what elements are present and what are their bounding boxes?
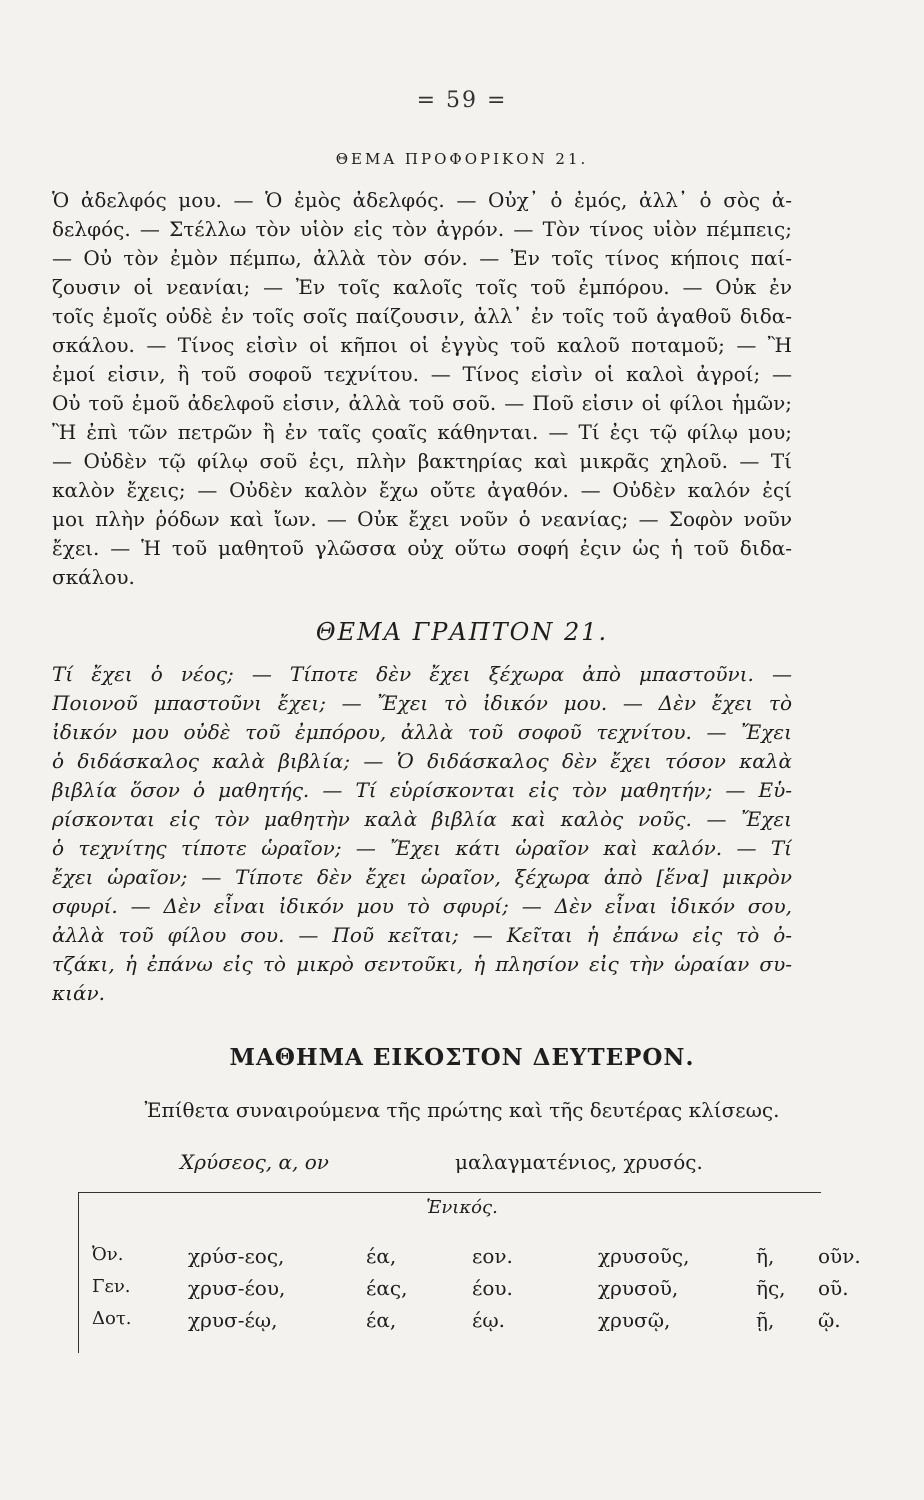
feminine-ending: έας, — [366, 1276, 408, 1300]
contracted-feminine: ῆ, — [756, 1244, 775, 1268]
text-line: ἰδικόν μου οὐδὲ τοῦ ἐμπόρου, ἀλλὰ τοῦ σοφοῦ τεχνίτου. — Ἔχει — [52, 720, 792, 744]
text-line: ἐμοί εἰσιν, ἢ τοῦ σοφοῦ τεχνίτου. — Τίνος εἰσὶν οἱ καλοὶ ἀγροί; — — [52, 362, 792, 386]
contracted-form: χρυσοῦς, — [598, 1244, 690, 1268]
text-line: τζάκι, ἡ ἐπάνω εἰς τὸ μικρὸ σεντοῦκι, ἡ πλησίον εἰς τὴν ὡραίαν συ- — [52, 952, 792, 976]
text-line: ζουσιν οἱ νεανίαι; — Ἐν τοῖς καλοῖς τοῖς τοῦ ἐμπόρου. — Οὐκ ἐν — [52, 275, 792, 299]
page-number: = 59 = — [416, 88, 508, 113]
table-row — [0, 1244, 924, 1274]
neuter-ending: έῳ. — [472, 1308, 506, 1332]
text-line: ρίσκονται εἰς τὸν μαθητὴν καλὰ βιβλία καὶ καλὸς νοῦς. — Ἔχει — [52, 807, 792, 831]
contracted-neuter: ῷ. — [818, 1308, 841, 1332]
example-translation: μαλαγματένιος, χρυσός. — [455, 1150, 703, 1174]
text-line: — Οὐδὲν τῷ φίλῳ σοῦ ἐςι, πλὴν βακτηρίας καὶ μικρᾶς χηλοῦ. — Τί — [52, 449, 792, 473]
contracted-feminine: ῆς, — [756, 1276, 786, 1300]
neuter-ending: εον. — [472, 1244, 513, 1268]
oral-exercise-title: ΘΕΜΑ ΠΡΟΦΟΡΙΚΟΝ 21. — [335, 150, 589, 168]
text-line: — Οὐ τὸν ἐμὸν πέμπω, ἀλλὰ τὸν σόν. — Ἐν τοῖς τίνος κήποις παί- — [52, 246, 792, 270]
uncontracted-form: χρυσ-έῳ, — [188, 1308, 278, 1332]
text-line: Ὁ ἀδελφός μου. — Ὁ ἐμὸς ἀδελφός. — Οὐχ᾽ ὁ ἐμός, ἀλλ᾽ ὁ σὸς ἀ- — [52, 188, 792, 212]
contracted-form: χρυσοῦ, — [598, 1276, 679, 1300]
text-line: ἀλλὰ τοῦ φίλου σου. — Ποῦ κεῖται; — Κεῖται ἡ ἐπάνω εἰς τὸ ὀ- — [52, 923, 792, 947]
text-line: μοι πλὴν ῥόδων καὶ ἴων. — Οὐκ ἔχει νοῦν ὁ νεανίας; — Σοφὸν νοῦν — [52, 507, 792, 531]
lesson-title: ΜΑΘΗΜΑ ΕΙΚΟΣΤΟΝ ΔΕΥΤΕΡΟΝ. — [229, 1044, 695, 1071]
text-line: σφυρί. — Δὲν εἶναι ἰδικόν μου τὸ σφυρί; — Δὲν εἶναι ἰδικόν σου, — [52, 894, 792, 918]
text-line: δελφός. — Στέλλω τὸν υἱὸν εἰς τὸν ἀγρόν. — Τὸν τίνος υἱὸν πέμπεις; — [52, 217, 792, 241]
neuter-ending: έου. — [472, 1276, 513, 1300]
text-line: τοῖς ἐμοῖς οὐδὲ ἐν τοῖς σοῖς παίζουσιν, ἀλλ᾽ ἐν τοῖς τοῦ ἀγαθοῦ διδα- — [52, 304, 792, 328]
text-line: Ποιονοῦ μπαστοῦνι ἔχει; — Ἔχει τὸ ἰδικόν μου. — Δὲν ἔχει τὸ — [52, 691, 792, 715]
feminine-ending: έα, — [366, 1308, 397, 1332]
case-label: Δοτ. — [92, 1308, 132, 1329]
declension-table-header: Ἑνικός. — [426, 1197, 498, 1218]
written-exercise-title: ΘΕΜΑ ΓΡΑΠΤΟΝ 21. — [315, 618, 609, 646]
text-line: σκάλου. — Τίνος εἰσὶν οἱ κῆποι οἱ ἐγγὺς τοῦ καλοῦ ποταμοῦ; — Ἢ — [52, 333, 792, 357]
written-exercise-text — [52, 660, 792, 1008]
text-line: Ἢ ἐπὶ τῶν πετρῶν ἢ ἐν ταῖς ςοαῖς κάθηνται. — Τί ἐςι τῷ φίλῳ μου; — [52, 420, 792, 444]
text-line: Οὐ τοῦ ἐμοῦ ἀδελφοῦ εἰσιν, ἀλλὰ τοῦ σοῦ. — Ποῦ εἰσιν οἱ φίλοι ἡμῶν; — [52, 391, 792, 415]
uncontracted-form: χρυσ-έου, — [188, 1276, 286, 1300]
feminine-ending: έα, — [366, 1244, 397, 1268]
table-row — [0, 1308, 924, 1338]
text-line: ὁ τεχνίτης τίποτε ὡραῖον; — Ἔχει κάτι ὡραῖον καὶ καλόν. — Τί — [52, 836, 792, 860]
text-line: σκάλου. — [52, 565, 135, 589]
uncontracted-form: χρύσ-εος, — [188, 1244, 285, 1268]
text-line: κιάν. — [52, 981, 105, 1005]
contracted-neuter: οῦν. — [818, 1244, 861, 1268]
contracted-form: χρυσῷ, — [598, 1308, 671, 1332]
text-line: ὁ διδάσκαλος καλὰ βιβλία; — Ὁ διδάσκαλος δὲν ἔχει τόσον καλὰ — [52, 749, 792, 773]
contracted-neuter: οῦ. — [818, 1276, 849, 1300]
text-line: καλὸν ἔχεις; — Οὐδὲν καλὸν ἔχω οὔτε ἀγαθόν. — Οὐδὲν καλόν ἐςί — [52, 478, 792, 502]
text-line: βιβλία ὅσον ὁ μαθητής. — Τί εὑρίσκονται εἰς τὸν μαθητήν; — Εὑ- — [52, 778, 792, 802]
case-label: Γεν. — [92, 1276, 131, 1297]
oral-exercise-text — [52, 186, 792, 592]
example-adjective: Χρύσεος, α, ον — [180, 1150, 329, 1174]
case-label: Ὀν. — [92, 1244, 124, 1265]
contracted-feminine: ῇ, — [756, 1308, 775, 1332]
lesson-subtitle: Ἐπίθετα συναιρούμενα τῆς πρώτης καὶ τῆς δευτέρας κλίσεως. — [144, 1098, 780, 1122]
table-row — [0, 1276, 924, 1306]
text-line: ἔχει. — Ἡ τοῦ μαθητοῦ γλῶσσα οὐχ οὕτω σοφή ἐςιν ὡς ἡ τοῦ διδα- — [52, 536, 792, 560]
text-line: ἔχει ὡραῖον; — Τίποτε δὲν ἔχει ὡραῖον, ξέχωρα ἀπὸ [ἕνα] μικρὸν — [52, 865, 792, 889]
text-line: Τί ἔχει ὁ νέος; — Τίποτε δὲν ἔχει ξέχωρα ἀπὸ μπαστοῦνι. — — [52, 662, 792, 686]
